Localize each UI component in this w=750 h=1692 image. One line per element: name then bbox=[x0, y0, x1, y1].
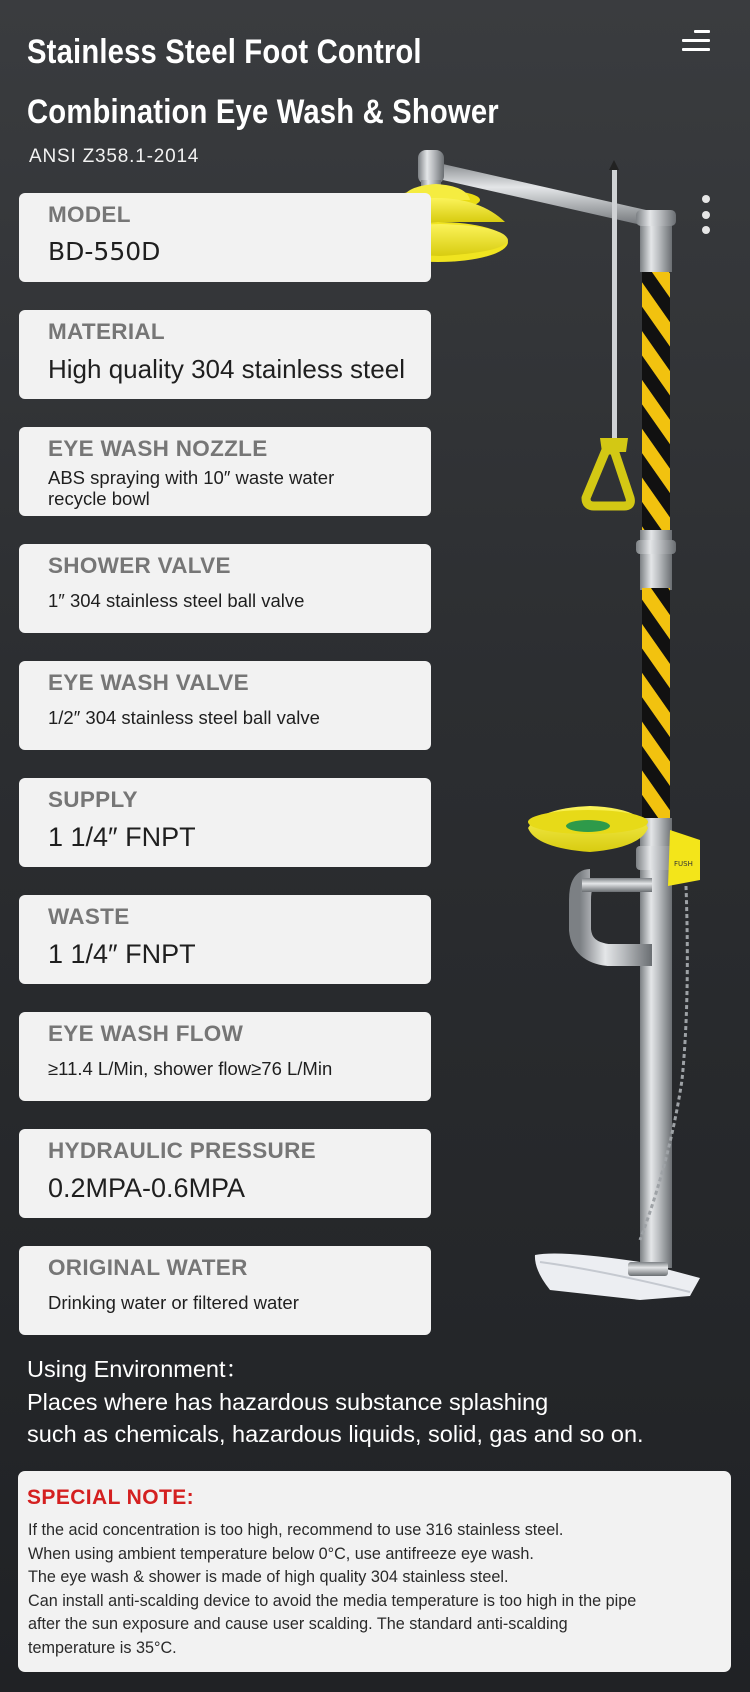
using-environment bbox=[27, 1353, 727, 1451]
spec-label: SHOWER VALVE bbox=[48, 553, 231, 578]
brand-tag: FUSH bbox=[674, 860, 693, 868]
title-line-1: Stainless Steel Foot Control bbox=[27, 33, 422, 71]
spec-card-eye-wash-valve bbox=[19, 661, 431, 750]
note-line: Can install anti-scalding device to avoid the media temperature is too high in the pipe bbox=[28, 1591, 637, 1610]
spec-value: ABS spraying with 10″ waste water recycle bowl bbox=[48, 467, 335, 509]
spec-label: HYDRAULIC PRESSURE bbox=[48, 1138, 316, 1163]
spec-label: WASTE bbox=[48, 904, 130, 929]
note-line: If the acid concentration is too high, recommend to use 316 stainless steel. bbox=[28, 1521, 564, 1539]
spec-label: EYE WASH NOZZLE bbox=[48, 436, 268, 461]
title-line-2: Combination Eye Wash & Shower bbox=[27, 93, 499, 131]
special-note-box bbox=[18, 1471, 731, 1672]
spec-card-original-water bbox=[19, 1246, 431, 1335]
spec-value: 1″ 304 stainless steel ball valve bbox=[48, 590, 305, 611]
spec-value: BD-550D bbox=[48, 237, 161, 266]
environment-heading: Using Environment： bbox=[27, 1356, 250, 1382]
note-line: When using ambient temperature below 0°C, use antifreeze eye wash. bbox=[28, 1544, 534, 1563]
spec-label: MATERIAL bbox=[48, 319, 165, 344]
page-title bbox=[27, 22, 499, 142]
menu-icon[interactable] bbox=[680, 30, 710, 52]
spec-value: 1 1/4″ FNPT bbox=[48, 822, 196, 852]
special-note-title: SPECIAL NOTE: bbox=[27, 1486, 194, 1509]
spec-value: High quality 304 stainless steel bbox=[48, 354, 405, 384]
standard-label: ANSI Z358.1-2014 bbox=[29, 146, 200, 167]
spec-card-shower-valve bbox=[19, 544, 431, 633]
spec-label: MODEL bbox=[48, 202, 131, 227]
note-line: The eye wash & shower is made of high quality 304 stainless steel. bbox=[28, 1568, 509, 1586]
note-line: after the sun exposure and cause user scalding. The standard anti-scalding bbox=[28, 1615, 568, 1633]
environment-line-1: Places where has hazardous substance splashing bbox=[27, 1388, 549, 1415]
note-line: temperature is 35°C. bbox=[28, 1638, 177, 1657]
spec-card-material bbox=[19, 310, 431, 399]
spec-card-eye-wash-flow bbox=[19, 1012, 431, 1101]
spec-card-model bbox=[19, 193, 431, 282]
spec-value: 1 1/4″ FNPT bbox=[48, 939, 196, 969]
spec-card-hydraulic-pressure bbox=[19, 1129, 431, 1218]
environment-line-2: such as chemicals, hazardous liquids, solid, gas and so on. bbox=[27, 1421, 644, 1447]
spec-card-supply bbox=[19, 778, 431, 867]
spec-card-waste bbox=[19, 895, 431, 984]
spec-value: ≥11.4 L/Min, shower flow≥76 L/Min bbox=[48, 1058, 333, 1079]
spec-value: 0.2MPA-0.6MPA bbox=[48, 1173, 246, 1203]
spec-label: ORIGINAL WATER bbox=[48, 1255, 248, 1280]
spec-value: Drinking water or filtered water bbox=[48, 1292, 299, 1313]
special-note-text bbox=[28, 1519, 728, 1660]
spec-card-eye-wash-nozzle bbox=[19, 427, 431, 516]
spec-label: EYE WASH VALVE bbox=[48, 670, 249, 695]
spec-label: EYE WASH FLOW bbox=[48, 1021, 244, 1046]
spec-label: SUPPLY bbox=[48, 787, 138, 812]
spec-value: 1/2″ 304 stainless steel ball valve bbox=[48, 707, 320, 728]
